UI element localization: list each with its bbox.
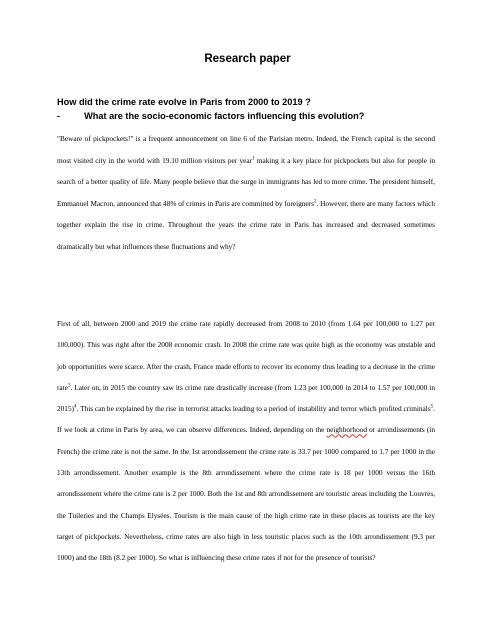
research-question-2-row (57, 111, 364, 121)
p1-text-2: making it a key place for pickpockets but also for people in search of a better quality of life. Many people believe that the surge in immigrants has led to more crime. The president himself, Emmanuel Macron, announced that 48% of crimes in Paris are committed by foreigners (57, 155, 435, 208)
paragraph-introduction (57, 128, 435, 258)
research-question-1: How did the crime rate evolve in Paris from 2000 to 2019 ? (57, 97, 311, 107)
p2-text-2: . Later on, in 2015 the country saw its crime rate drastically increase (from 1.23 per 100,000 in 2014 to 1.57 per 100,000 in 2015) (57, 382, 435, 414)
spellcheck-flagged-word[interactable]: neighborhood (326, 425, 368, 435)
footnote-marker-3: 3 (67, 383, 71, 389)
bullet-dash: - (57, 111, 61, 121)
p1-text-3: . However, there are many factors which together explain the rise in crime. Throughout the years the crime rate in Paris has increased and decreased sometimes dramatically but what influences these fluctuations and why? (57, 198, 435, 251)
footnote-marker-2: 2 (313, 199, 317, 205)
paragraph-body (57, 313, 435, 569)
footnote-marker-5: 5 (430, 404, 434, 410)
p2-text-3: . This can be explained by the rise in terrorist attacks leading to a period of instability and terror which profited criminals (76, 404, 431, 414)
p2-text-5: or arrondissements (in French) the crime rate is not the same. In the 1st arrondissement the crime rate is 33.7 per 1000 compared to 1.7 per 1000 in the 13th arrondissement. Another example is the 8th arrondissement where the crime rate is 18 per 1000 versus the 16th arrondissement where the crime rate is 2 per 1000. Both the 1st and 8th arrondissement are touristic areas including the Louvres, the Tuileries and the Champs Elysées. Tourism is the main cause of the high crime rate in these places as tourists are the key target of pickpockets. Nevertheless, crime rates are also high in less touristic places such as the 10th arrondissement (9.3 per 1000) and the 18th (8.2 per 1000). So what is influencing these crime rates if not for the presence of tourists? (57, 425, 435, 563)
p2-text-1: First of all, between 2000 and 2019 the crime rate rapidly decreased from 2008 to 2010 (from 1.64 per 100,000 to 1.27 per 100,000). This was right after the 2008 economic crash. In 2008 the crime rate was quite high as the economy was unstable and job opportunities were scarce. After the crash, France made efforts to recover its economy thus leading to a decrease in the crime rate (57, 319, 435, 392)
footnote-marker-1: 1 (252, 156, 255, 162)
p2-text-4: . If we look at crime in Paris by area, we can observe differences. Indeed, depending on the (57, 404, 435, 435)
footnote-marker-4: 4 (74, 404, 77, 410)
document-title: Research paper (204, 53, 291, 65)
p1-text-1: "Beware of pickpockets!" is a frequent announcement on line 6 of the Parisian metro. Indeed, the French capital is the second most visited city in the world with 19.10 million visitors per year (57, 134, 435, 165)
research-question-2: What are the socio-economic factors influencing this evolution? (84, 111, 365, 121)
